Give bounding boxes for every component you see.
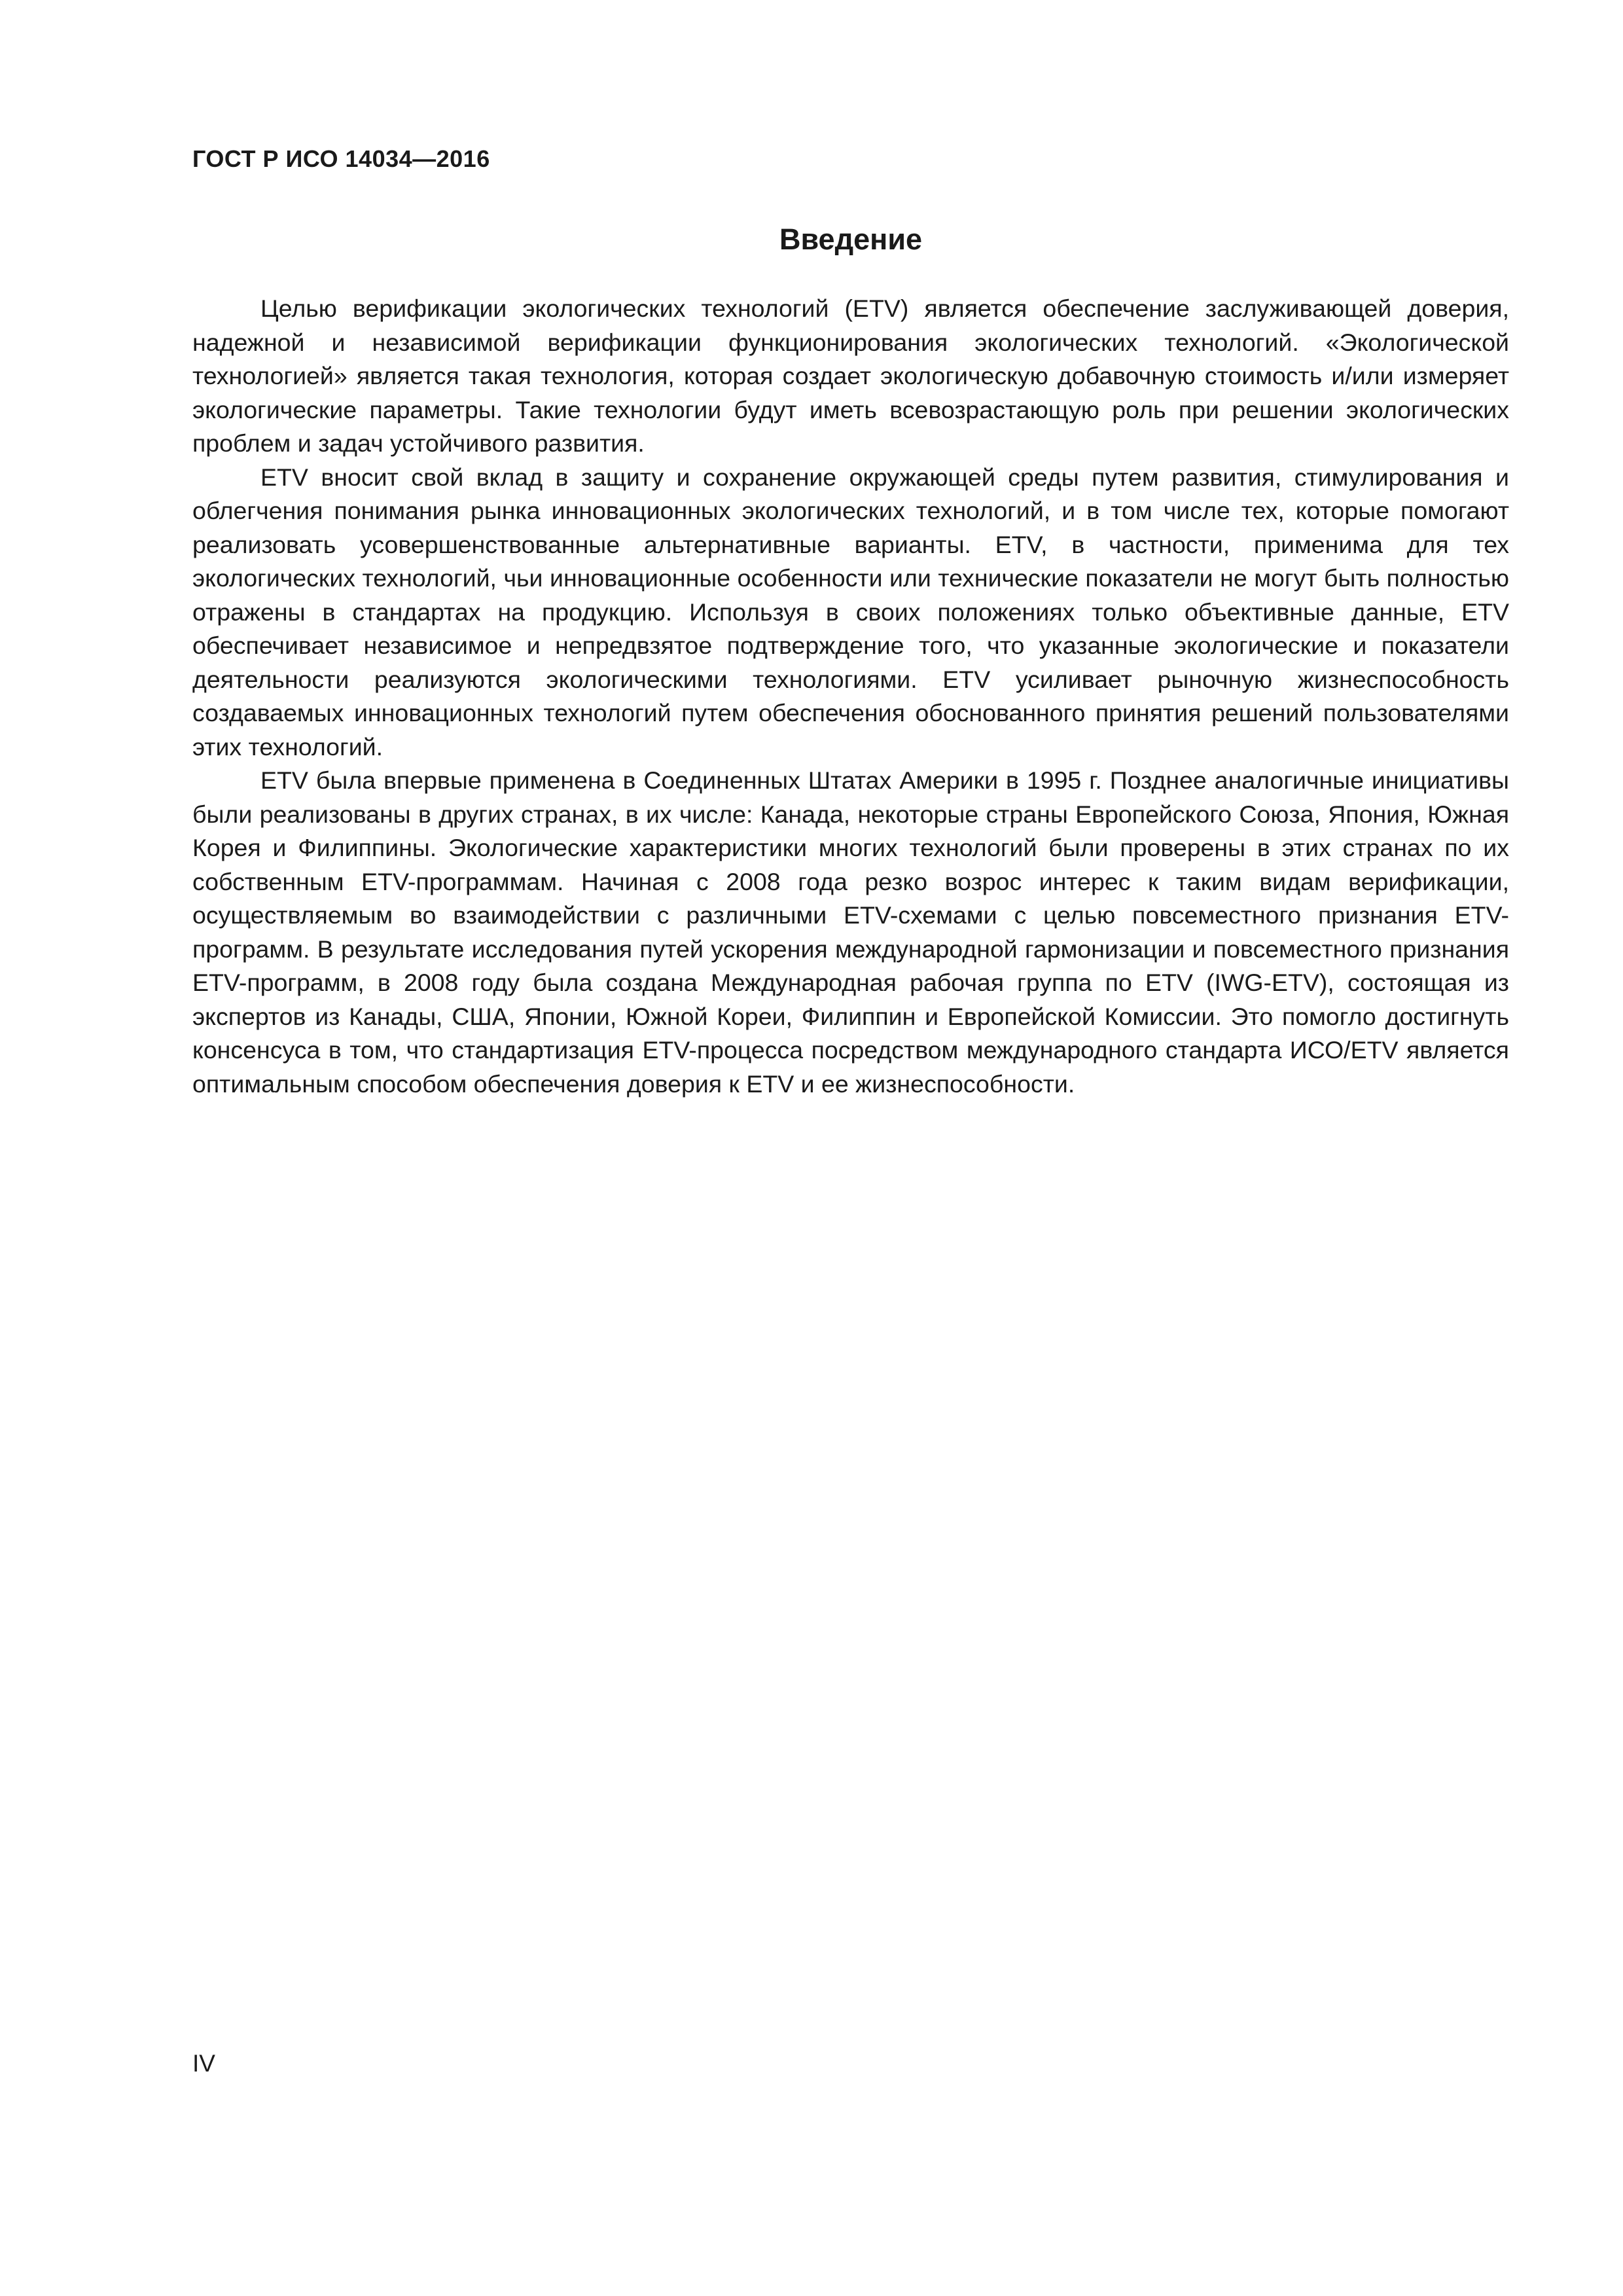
paragraph-1: Целью верификации экологических технологий (ETV) является обеспечение заслуживающей доверия, надежной и независимой верификации функционирования экологических технологий. «Экологической технологией» является такая технология, которая создает экологическую добавочную стоимость и/или измеряет экологические параметры. Такие технологии будут иметь всевозрастающую роль при решении экологических проблем и задач устойчивого развития. bbox=[192, 295, 1509, 457]
section-title: Введение bbox=[779, 223, 923, 256]
page-number: IV bbox=[192, 2050, 215, 2077]
body-text bbox=[192, 292, 1509, 1101]
paragraph-3: ETV была впервые применена в Соединенных Штатах Америки в 1995 г. Позднее аналогичные инициативы были реализованы в других странах, в их числе: Канада, некоторые страны Европейского Союза, Япония, Южная Корея и Филиппины. Экологические характеристики многих технологий были проверены в этих странах по их собственным ETV-программам. Начиная с 2008 года резко возрос интерес к таким видам верификации, осуществляемым во взаимодействии с различными ETV-схемами с целью повсеместного признания ETV-программ. В результате исследования путей ускорения международной гармонизации и повсеместного признания ETV-программ, в 2008 году была создана Международная рабочая группа по ETV (IWG-ETV), состоящая из экспертов из Канады, США, Японии, Южной Кореи, Филиппин и Европейской Комиссии. Это помогло достигнуть консенсуса в том, что стандартизация ETV-процесса посредством международного стандарта ИСО/ETV является оптимальным способом обеспечения доверия к ETV и ее жизнеспособности. bbox=[192, 766, 1509, 1098]
document-code: ГОСТ Р ИСО 14034—2016 bbox=[192, 145, 490, 172]
paragraph-2: ETV вносит свой вклад в защиту и сохранение окружающей среды путем развития, стимулирования и облегчения понимания рынка инновационных экологических технологий, и в том числе тех, которые помогают реализовать усовершенствованные альтернативные варианты. ETV, в частности, применима для тех экологических технологий, чьи инновационные особенности или технические показатели не могут быть полностью отражены в стандартах на продукцию. Используя в своих положениях только объективные данные, ETV обеспечивает независимое и непредвзятое подтверждение того, что указанные экологические и показатели деятельности реализуются экологическими технологиями. ETV усиливает рыночную жизнеспособность создаваемых инновационных технологий путем обеспечения обоснованного принятия решений пользователями этих технологий. bbox=[192, 463, 1509, 761]
